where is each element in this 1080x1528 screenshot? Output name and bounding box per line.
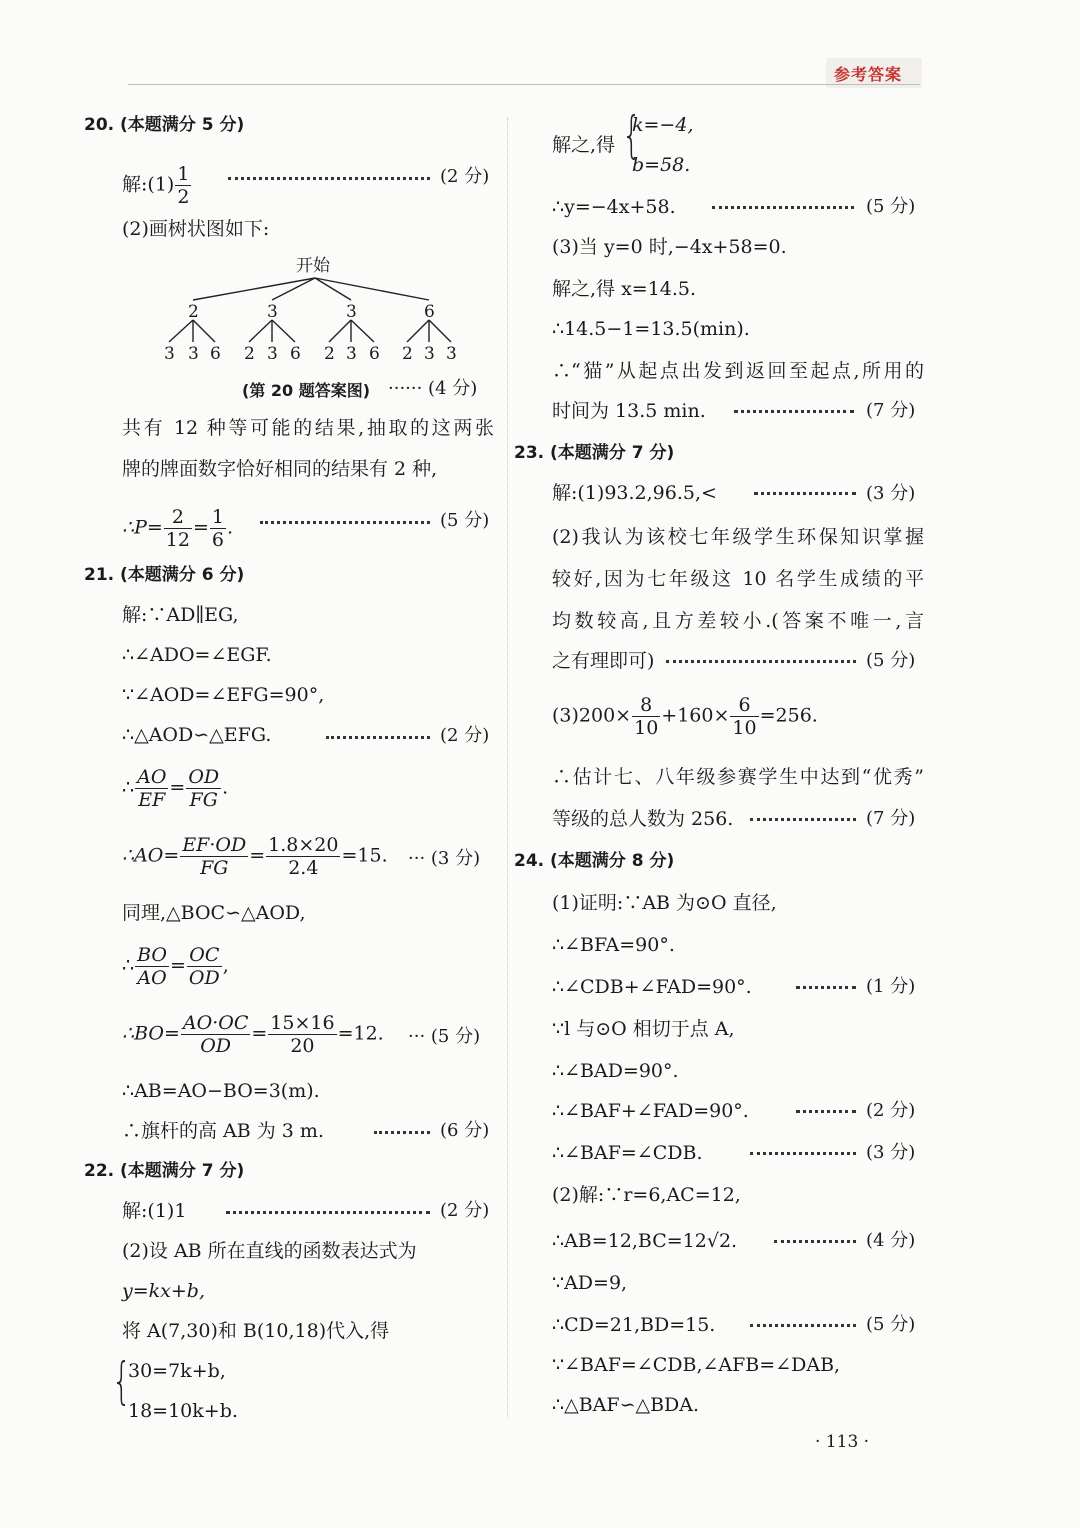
q20-part1-prefix: 解:(1) bbox=[122, 173, 175, 196]
result: =12. bbox=[337, 1022, 384, 1045]
q24-score: (3 分) bbox=[866, 1142, 916, 1163]
leader-dots bbox=[260, 521, 430, 524]
tree-node: 3 bbox=[346, 302, 357, 322]
denominator: OD bbox=[188, 967, 220, 989]
q24-line: (2)解:∵r=6,AC=12, bbox=[552, 1184, 741, 1206]
leader-dots bbox=[750, 818, 856, 821]
denominator: AO bbox=[137, 967, 167, 989]
q24-line: ∴∠BAD=90°. bbox=[552, 1060, 679, 1082]
equals: = bbox=[249, 844, 266, 867]
leader-dots bbox=[666, 660, 856, 663]
numerator: AO·OC bbox=[182, 1012, 249, 1034]
q22-line: y=kx+b, bbox=[122, 1280, 206, 1302]
q23-score: (7 分) bbox=[866, 808, 916, 829]
equals: = bbox=[169, 776, 186, 799]
fraction bbox=[181, 1012, 250, 1057]
q20-heading: 20. (本题满分 5 分) bbox=[84, 115, 245, 135]
q24-line: ∴∠BFA=90°. bbox=[552, 934, 675, 956]
q24-line: ∴∠BAF+∠FAD=90°. bbox=[552, 1100, 749, 1122]
equals: = bbox=[170, 954, 186, 977]
q24-line: ∴∠CDB+∠FAD=90°. bbox=[552, 976, 752, 998]
q20-part1 bbox=[122, 163, 192, 208]
calc-mid: +160× bbox=[661, 704, 730, 727]
q24-line: ∴AB=12,BC=12√2. bbox=[552, 1230, 738, 1252]
q22-solution-prefix: 解之,得 bbox=[552, 134, 616, 156]
column-divider bbox=[507, 118, 508, 1418]
tree-leaf: 2 bbox=[402, 344, 413, 364]
calc-prefix: (3)200× bbox=[552, 704, 632, 727]
fraction bbox=[210, 506, 226, 551]
fraction bbox=[268, 1012, 336, 1057]
fraction bbox=[175, 163, 191, 208]
q22-score: (2 分) bbox=[440, 1200, 490, 1221]
fraction bbox=[632, 694, 660, 739]
numerator: EF·OD bbox=[182, 834, 247, 856]
header-rule bbox=[128, 84, 920, 85]
prob-prefix: ∴P= bbox=[122, 516, 163, 539]
tree-leaf: 3 bbox=[446, 344, 457, 364]
leader-dots bbox=[796, 986, 856, 989]
q21-score: ··· (5 分) bbox=[408, 1026, 481, 1047]
q23-line: 等级的总人数为 256. bbox=[552, 808, 734, 830]
q22-line: ∴14.5−1=13.5(min). bbox=[552, 318, 750, 340]
system-brace: { bbox=[622, 106, 642, 164]
denominator: 2.4 bbox=[288, 857, 319, 879]
denominator: 10 bbox=[732, 717, 757, 739]
q23-line: 解:(1)93.2,96.5,< bbox=[552, 482, 717, 504]
q21-line: ∴△AOD∽△EFG. bbox=[122, 724, 272, 746]
q20-part1-score: (2 分) bbox=[440, 166, 490, 187]
therefore: ∴ bbox=[122, 954, 135, 977]
page-number: · 113 · bbox=[815, 1432, 870, 1452]
leader-dots bbox=[754, 492, 856, 495]
tree-node: 2 bbox=[188, 302, 199, 322]
fraction bbox=[135, 766, 168, 811]
q22-line: 时间为 13.5 min. bbox=[552, 400, 706, 422]
q21-line: ∴旗杆的高 AB 为 3 m. bbox=[122, 1120, 324, 1142]
numerator: 6 bbox=[730, 694, 758, 717]
q23-score: (3 分) bbox=[866, 483, 916, 504]
tree-caption: (第 20 题答案图) bbox=[242, 381, 371, 400]
numerator: 8 bbox=[632, 694, 660, 717]
numerator: OC bbox=[187, 944, 222, 967]
q24-score: (2 分) bbox=[866, 1100, 916, 1121]
tree-leaf: 3 bbox=[424, 344, 435, 364]
q23-calc bbox=[552, 694, 818, 739]
equals: = bbox=[192, 516, 209, 539]
numerator: 1 bbox=[211, 506, 224, 528]
denominator: FG bbox=[200, 857, 229, 879]
tree-root: 开始 bbox=[296, 256, 330, 276]
equation: k=−4, bbox=[632, 114, 694, 136]
q20-result-line2: 牌的牌面数字恰好相同的结果有 2 种, bbox=[122, 458, 438, 480]
period: . bbox=[227, 516, 234, 539]
q21-ao bbox=[122, 834, 388, 879]
fraction bbox=[135, 944, 169, 989]
q21-ratio2 bbox=[122, 944, 229, 989]
period: . bbox=[222, 776, 229, 799]
q22-score: (7 分) bbox=[866, 400, 916, 421]
numerator: 1.8×20 bbox=[268, 834, 339, 856]
equals: = bbox=[251, 1022, 268, 1045]
q20-part2: (2)画树状图如下: bbox=[122, 218, 270, 240]
q24-line: (1)证明:∵AB 为⊙O 直径, bbox=[552, 892, 777, 914]
q22-heading: 22. (本题满分 7 分) bbox=[84, 1161, 245, 1181]
q24-score: (4 分) bbox=[866, 1230, 916, 1251]
section-label: 参考答案 bbox=[834, 65, 903, 84]
denominator: FG bbox=[189, 789, 218, 811]
q24-line: ∴△BAF∽△BDA. bbox=[552, 1394, 700, 1416]
numerator: 15×16 bbox=[270, 1012, 335, 1034]
numerator: 2 bbox=[164, 506, 192, 529]
numerator: BO bbox=[137, 944, 167, 966]
q21-line: ∴AB=AO−BO=3(m). bbox=[122, 1080, 320, 1102]
leader-dots bbox=[796, 1110, 856, 1113]
tree-leaf: 6 bbox=[210, 344, 221, 364]
q21-line: ∵∠AOD=∠EFG=90°, bbox=[122, 684, 325, 706]
comma: , bbox=[222, 954, 229, 977]
fraction bbox=[186, 766, 221, 811]
fraction bbox=[730, 694, 758, 739]
tree-leaf: 2 bbox=[244, 344, 255, 364]
tree-node: 6 bbox=[424, 302, 435, 322]
q21-score: (6 分) bbox=[440, 1120, 490, 1141]
q23-line: ∴估计七、八年级参赛学生中达到“优秀” bbox=[552, 766, 924, 788]
bo-prefix: ∴BO= bbox=[122, 1022, 180, 1045]
leader-dots bbox=[750, 1324, 856, 1327]
denominator: 20 bbox=[290, 1035, 315, 1057]
denominator: 12 bbox=[165, 529, 190, 551]
fraction bbox=[164, 506, 192, 551]
tree-leaf: 6 bbox=[290, 344, 301, 364]
q22-score: (5 分) bbox=[866, 196, 916, 217]
tree-leaf: 6 bbox=[369, 344, 380, 364]
q22-line: 解之,得 x=14.5. bbox=[552, 278, 697, 300]
tree-leaf: 2 bbox=[324, 344, 335, 364]
system-brace: { bbox=[112, 1352, 132, 1410]
q22-line: 将 A(7,30)和 B(10,18)代入,得 bbox=[122, 1320, 390, 1342]
q24-line: ∵∠BAF=∠CDB,∠AFB=∠DAB, bbox=[552, 1354, 841, 1376]
fraction bbox=[180, 834, 248, 879]
denominator: 10 bbox=[634, 717, 659, 739]
q24-heading: 24. (本题满分 8 分) bbox=[514, 851, 675, 871]
equation: 30=7k+b, bbox=[128, 1360, 226, 1382]
q23-line: 较好,因为七年级这 10 名学生成绩的平 bbox=[552, 568, 924, 590]
result: =15. bbox=[341, 844, 388, 867]
tree-leaf: 3 bbox=[267, 344, 278, 364]
denominator: 6 bbox=[211, 529, 224, 551]
tree-node: 3 bbox=[267, 302, 278, 322]
q21-score: (2 分) bbox=[440, 725, 490, 746]
q22-line: ∴y=−4x+58. bbox=[552, 196, 676, 218]
result: =256. bbox=[759, 704, 818, 727]
q20-result-line1: 共有 12 种等可能的结果,抽取的这两张 bbox=[122, 417, 494, 439]
q20-prob-score: (5 分) bbox=[440, 510, 490, 531]
leader-dots bbox=[734, 410, 854, 413]
leader-dots bbox=[374, 1131, 430, 1134]
equation: b=58. bbox=[632, 154, 691, 176]
fraction bbox=[266, 834, 340, 879]
leader-dots bbox=[774, 1240, 856, 1243]
numerator: 1 bbox=[177, 163, 190, 185]
denominator: 2 bbox=[177, 186, 190, 208]
tree-leaf: 3 bbox=[188, 344, 199, 364]
q22-line: 解:(1)1 bbox=[122, 1200, 187, 1222]
leader-dots bbox=[228, 177, 430, 180]
leader-dots bbox=[712, 206, 854, 209]
denominator: EF bbox=[138, 789, 166, 811]
q23-score: (5 分) bbox=[866, 650, 916, 671]
therefore: ∴ bbox=[122, 776, 135, 799]
q24-line: ∴CD=21,BD=15. bbox=[552, 1314, 716, 1336]
q23-heading: 23. (本题满分 7 分) bbox=[514, 443, 675, 463]
q23-line: 之有理即可) bbox=[552, 650, 655, 672]
q23-line: (2)我认为该校七年级学生环保知识掌握 bbox=[552, 526, 924, 548]
equation: 18=10k+b. bbox=[128, 1400, 238, 1422]
q21-bo bbox=[122, 1012, 384, 1057]
q24-line: ∵l 与⊙O 相切于点 A, bbox=[552, 1018, 735, 1040]
q21-line: 解:∵AD∥EG, bbox=[122, 604, 239, 626]
leader-dots bbox=[750, 1152, 856, 1155]
leader-dots bbox=[226, 1211, 430, 1214]
numerator: OD bbox=[188, 766, 220, 788]
q20-probability bbox=[122, 506, 233, 551]
q23-line: 均数较高,且方差较小.(答案不唯一,言 bbox=[552, 610, 924, 632]
q21-ratio bbox=[122, 766, 228, 811]
tree-leaf: 3 bbox=[164, 344, 175, 364]
ao-prefix: ∴AO= bbox=[122, 844, 180, 867]
q21-heading: 21. (本题满分 6 分) bbox=[84, 565, 245, 585]
q21-score: ··· (3 分) bbox=[408, 848, 481, 869]
q24-line: ∴∠BAF=∠CDB. bbox=[552, 1142, 703, 1164]
numerator: AO bbox=[137, 766, 167, 788]
tree-score: ······ (4 分) bbox=[388, 378, 478, 399]
q22-line: ∴“猫”从起点出发到返回至起点,所用的 bbox=[552, 360, 924, 382]
q24-score: (5 分) bbox=[866, 1314, 916, 1335]
q24-line: ∵AD=9, bbox=[552, 1272, 628, 1294]
q22-line: (2)设 AB 所在直线的函数表达式为 bbox=[122, 1240, 417, 1262]
q24-score: (1 分) bbox=[866, 976, 916, 997]
q22-line: (3)当 y=0 时,−4x+58=0. bbox=[552, 236, 787, 258]
tree-leaf: 3 bbox=[346, 344, 357, 364]
denominator: OD bbox=[200, 1035, 232, 1057]
leader-dots bbox=[326, 736, 430, 739]
q21-line: 同理,△BOC∽△AOD, bbox=[122, 902, 306, 924]
fraction bbox=[187, 944, 222, 989]
q21-line: ∴∠ADO=∠EGF. bbox=[122, 644, 272, 666]
